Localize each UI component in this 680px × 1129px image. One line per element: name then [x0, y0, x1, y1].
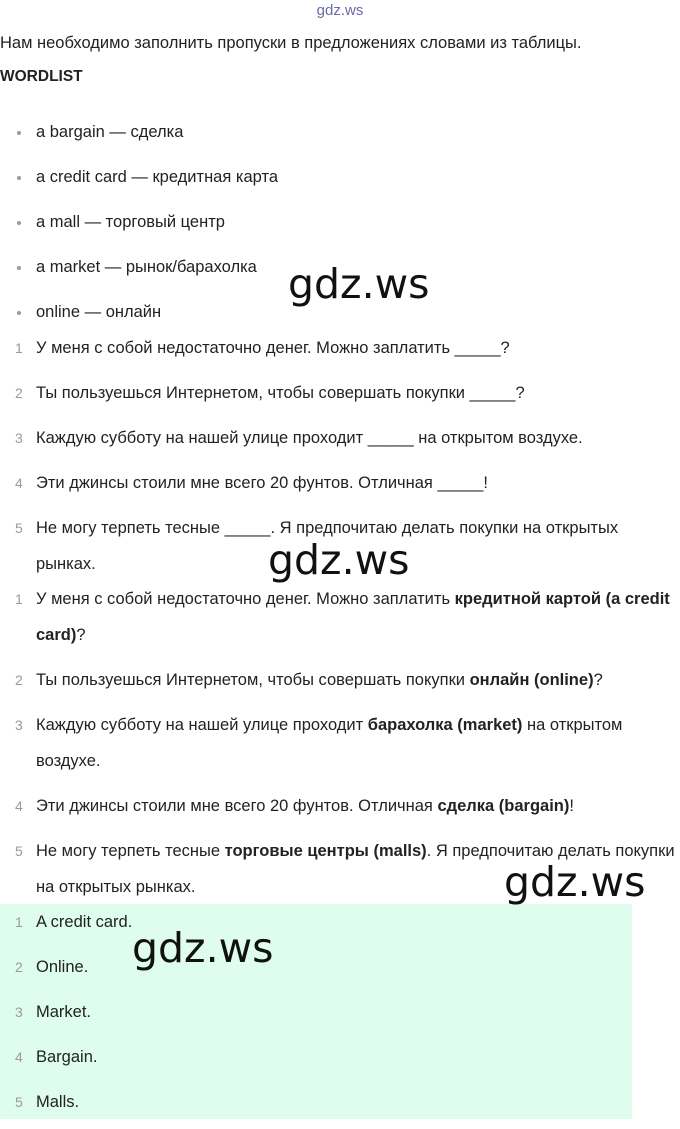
list-number: 4 [15, 475, 23, 491]
list-number: 1 [15, 591, 23, 607]
wordlist-item: a credit card — кредитная карта [0, 159, 278, 204]
answer-item: 2 Ты пользуешься Интернетом, чтобы совершать покупки онлайн (online)? [0, 662, 680, 698]
list-number: 1 [15, 340, 23, 356]
list-number: 4 [15, 1049, 23, 1065]
bullet-icon [17, 266, 21, 270]
bullet-icon [17, 176, 21, 180]
list-number: 3 [15, 1004, 23, 1020]
task-item: 5 Не могу терпеть тесные _____. Я предпочитаю делать покупки на открытых рынках. [0, 510, 680, 582]
watermark: gdz.ws [268, 536, 410, 584]
short-answer-list [0, 904, 680, 1129]
answer-item: 5 Не могу терпеть тесные торговые центры (malls). Я предпочитаю делать покупки на открытых рынках. [0, 833, 680, 905]
answer-item: 4 Эти джинсы стоили мне всего 20 фунтов. Отличная сделка (bargain)! [0, 788, 680, 824]
wordlist-item: a mall — торговый центр [0, 204, 278, 249]
answer-highlight: торговые центры (malls) [224, 842, 427, 860]
task-item: 1 У меня с собой недостаточно денег. Можно заплатить _____? [0, 330, 680, 366]
wordlist-heading: WORDLIST [0, 68, 83, 85]
answer-highlight: сделка (bargain) [437, 797, 570, 815]
bullet-icon [17, 221, 21, 225]
answer-highlight: кредитной картой (a credit card) [36, 590, 670, 644]
bullet-icon [17, 311, 21, 315]
wordlist-item: a bargain — сделка [0, 114, 278, 159]
bullet-icon [17, 131, 21, 135]
answer-item: 3 Каждую субботу на нашей улице проходит барахолка (market) на открытом воздухе. [0, 707, 680, 779]
task-instruction: Нам необходимо заполнить пропуски в предложениях словами из таблицы. [0, 34, 582, 52]
answer-highlight: онлайн (online) [469, 671, 594, 689]
list-number: 2 [15, 385, 23, 401]
short-answer-item: 3 Market. [0, 994, 680, 1030]
list-number: 3 [15, 717, 23, 733]
list-number: 3 [15, 430, 23, 446]
short-answer-item: 2 Online. [0, 949, 680, 985]
task-item: 2 Ты пользуешься Интернетом, чтобы совершать покупки _____? [0, 375, 680, 411]
list-number: 1 [15, 914, 23, 930]
list-number: 5 [15, 1094, 23, 1110]
short-answer-item: 4 Bargain. [0, 1039, 680, 1075]
short-answer-item: 5 Malls. [0, 1084, 680, 1120]
list-number: 4 [15, 798, 23, 814]
list-number: 2 [15, 672, 23, 688]
list-number: 5 [15, 520, 23, 536]
answer-highlight: барахолка (market) [367, 716, 523, 734]
short-answer-item: 1 A credit card. [0, 904, 680, 940]
wordlist-item: a market — рынок/барахолка [0, 249, 278, 294]
watermark: gdz.ws [132, 924, 274, 972]
wordlist [0, 114, 278, 339]
answer-item: 1 У меня с собой недостаточно денег. Можно заплатить кредитной картой (a credit card)? [0, 581, 680, 653]
task-item: 3 Каждую субботу на нашей улице проходит _____ на открытом воздухе. [0, 420, 680, 456]
watermark: gdz.ws [288, 260, 430, 308]
task-item: 4 Эти джинсы стоили мне всего 20 фунтов. Отличная _____! [0, 465, 680, 501]
site-header-link[interactable]: gdz.ws [316, 2, 364, 19]
watermark: gdz.ws [504, 858, 646, 906]
list-number: 5 [15, 843, 23, 859]
list-number: 2 [15, 959, 23, 975]
wordlist-item: online — онлайн [0, 294, 278, 339]
